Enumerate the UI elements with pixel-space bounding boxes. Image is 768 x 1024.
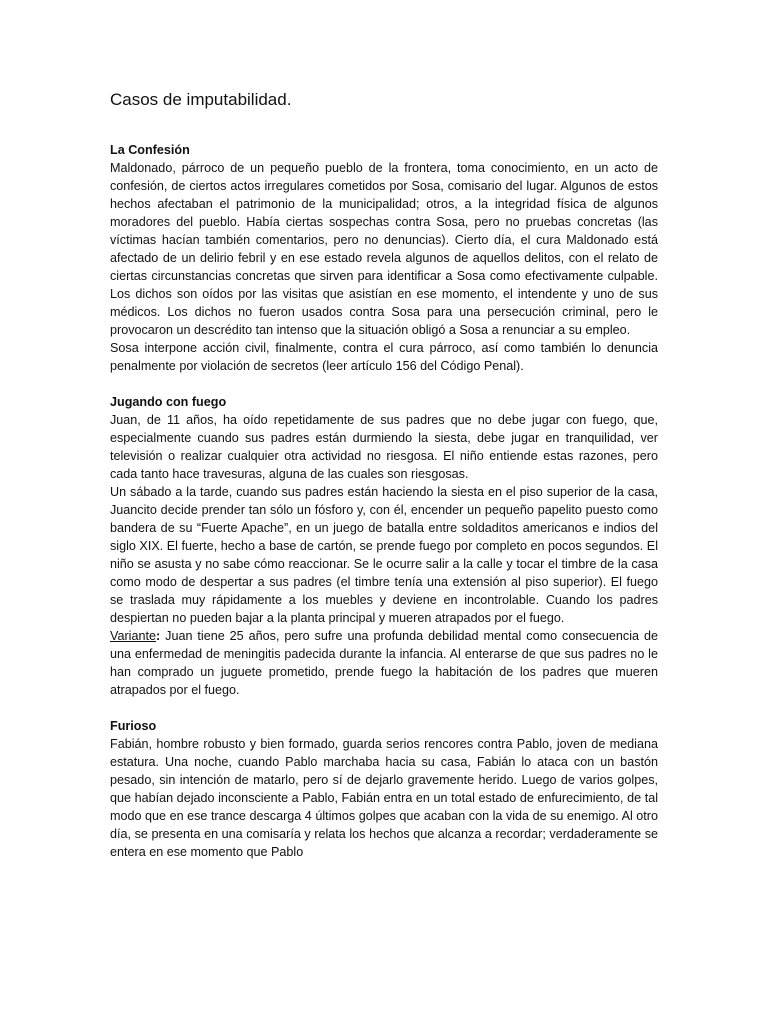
variant-label: Variante [110,629,156,643]
paragraph: Juan, de 11 años, ha oído repetidamente de sus padres que no debe jugar con fuego, que, especialmente cuando sus padres están durmiendo la siesta, debe jugar en tranquilidad, ver televisión o realizar cualquier otra actividad no riesgosa. El niño entiende estas razones, pero cada tanto hace travesuras, alguna de las cuales son riesgosas. [110,413,658,481]
paragraph: Fabián, hombre robusto y bien formado, guarda serios rencores contra Pablo, joven de mediana estatura. Una noche, cuando Pablo marchaba hacia su casa, Fabián lo ataca con un bastón pesado, sin intención de matarlo, pero sí de dejarlo gravemente herido. Luego de varios golpes, que habían dejado inconsciente a Pablo, Fabián entra en un total estado de enfurecimiento, de tal modo que en ese trance descarga 4 últimos golpes que acaban con la vida de su enemigo. Al otro día, se presenta en una comisaría y relata los hechos que alcanza a recordar; verdaderamente se entera en ese momento que Pablo [110,737,658,859]
variant-paragraph [110,627,658,699]
section-heading: Furioso [110,719,157,733]
section-heading: La Confesión [110,143,190,157]
paragraph: Maldonado, párroco de un pequeño pueblo de la frontera, toma conocimiento, en un acto de confesión, de ciertos actos irregulares cometidos por Sosa, comisario del lugar. Algunos de estos hechos afectaban el patrimonio de la municipalidad; otros, a la integridad física de algunos moradores del pueblo. Había ciertas sospechas contra Sosa, pero no pruebas concretas (las víctimas hacían también comentarios, pero no denuncias). Cierto día, el cura Maldonado está afectado de un delirio febril y en ese estado revela algunos de aquellos delitos, con el relato de ciertas circunstancias concretas que sirven para identificar a Sosa como efectivamente culpable. Los dichos son oídos por las visitas que asistían en ese momento, el intendente y uno de sus médicos. Los dichos no fueron usados contra Sosa para una persecución criminal, pero le provocaron un descrédito tan intenso que la situación obligó a Sosa a renunciar a su empleo. [110,161,658,337]
paragraph: Un sábado a la tarde, cuando sus padres están haciendo la siesta en el piso superior de la casa, Juancito decide prender tan sólo un fósforo y, con él, encender un pequeño papelito puesto como bandera de su “Fuerte Apache”, en un juego de batalla entre soldaditos americanos e indios del siglo XIX. El fuerte, hecho a base de cartón, se prende fuego por completo en pocos segundos. El niño se asusta y no sabe cómo reaccionar. Se le ocurre salir a la calle y tocar el timbre de la casa como modo de despertar a sus padres (el timbre tenía una extensión al piso superior). El fuego se traslada muy rápidamente a los muebles y deviene en incontrolable. Cuando los padres despiertan no pueden bajar a la planta principal y mueren atrapados por el fuego. [110,485,658,625]
paragraph: Sosa interpone acción civil, finalmente, contra el cura párroco, así como también lo denuncia penalmente por violación de secretos (leer artículo 156 del Código Penal). [110,341,658,373]
section-jugando-con-fuego [110,393,658,699]
document-title: Casos de imputabilidad. [110,90,292,109]
variant-colon: : [155,629,161,643]
section-la-confesion [110,141,658,375]
variant-text: Juan tiene 25 años, pero sufre una profunda debilidad mental como consecuencia de una enfermedad de meningitis padecida durante la infancia. Al enterarse de que sus padres no le han comprado un juguete prometido, prende fuego la habitación de los padres que mueren atrapados por el fuego. [110,629,658,697]
section-heading: Jugando con fuego [110,395,227,409]
document-page [110,88,658,879]
section-furioso [110,717,658,861]
